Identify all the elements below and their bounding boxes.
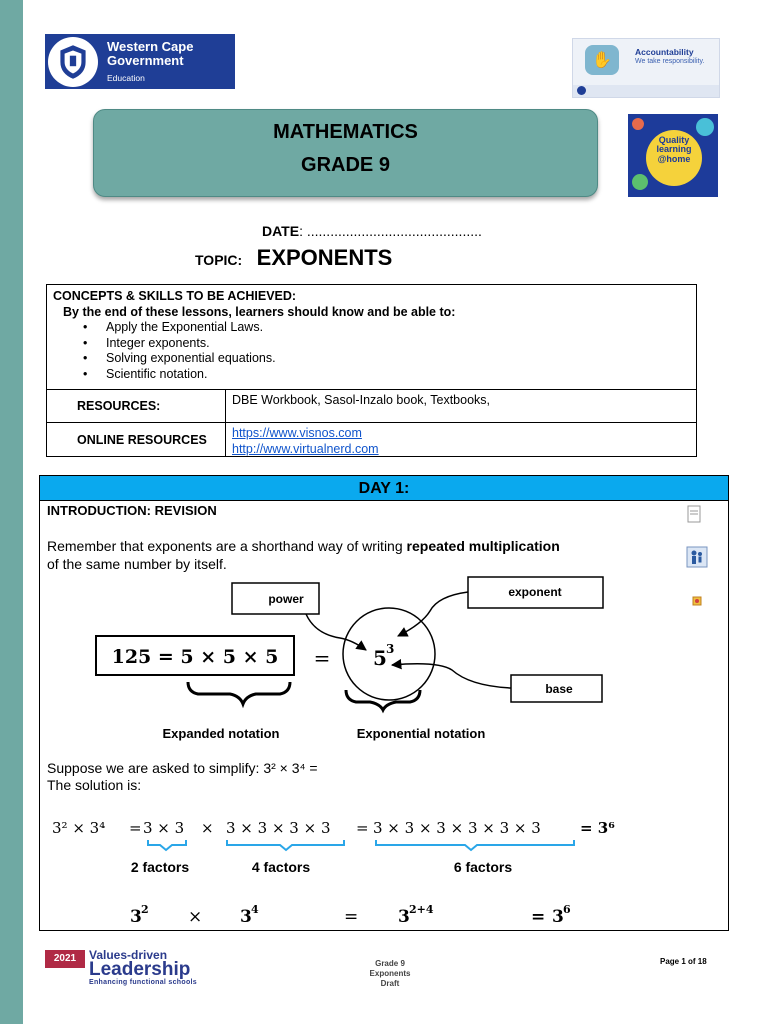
hand-icon: ✋ xyxy=(585,45,619,75)
power-arrow xyxy=(306,614,366,650)
expanded-notation-label: Expanded notation xyxy=(162,726,280,741)
repeated-multiplication-emphasis: repeated multiplication xyxy=(406,538,560,554)
year-badge: 2021 xyxy=(45,950,85,968)
concepts-list xyxy=(53,320,690,382)
summary-b-base: 3 xyxy=(240,907,252,927)
accountability-sub: We take responsibility. xyxy=(635,58,705,65)
resources-value: DBE Workbook, Sasol-Inzalo book, Textbooks, xyxy=(232,393,491,407)
date-value: : ............................................. xyxy=(299,223,482,239)
day-section xyxy=(39,475,729,931)
summary-d-base: 3 xyxy=(552,907,564,927)
factors-6-label: 6 factors xyxy=(453,859,513,875)
summary-d-prefix: = xyxy=(531,907,546,927)
grade-title: GRADE 9 xyxy=(301,154,390,176)
factor-brace-6 xyxy=(376,840,574,850)
solution-times: × xyxy=(201,819,214,837)
wcg-name-line1: Western Cape xyxy=(107,39,194,55)
concepts-cell xyxy=(47,285,696,390)
topic-label: TOPIC: xyxy=(195,252,243,268)
summary-times: × xyxy=(188,907,203,927)
day-header: DAY 1: xyxy=(40,476,728,501)
puzzle-icon[interactable] xyxy=(686,590,708,612)
solution-group-3: 3 × 3 × 3 × 3 × 3 × 3 xyxy=(373,819,541,837)
solution-group-2: 3 × 3 × 3 × 3 xyxy=(226,819,331,837)
people-icon[interactable] xyxy=(686,546,708,568)
resources-label: RESOURCES: xyxy=(47,390,226,422)
page-number: Page 1 of 18 xyxy=(660,957,707,966)
solution-eq1: = xyxy=(129,819,142,837)
online-resources-label: ONLINE RESOURCES xyxy=(47,423,226,456)
factors-4-label: 4 factors xyxy=(251,859,311,875)
concepts-table xyxy=(46,284,697,457)
exponential-notation-label: Exponential notation xyxy=(356,726,486,741)
left-accent-bar xyxy=(0,0,23,1024)
crest-icon xyxy=(48,37,98,87)
wcg-sub: Education xyxy=(107,72,145,83)
online-resources-row xyxy=(47,423,696,456)
wcg-name-line2: Government xyxy=(107,53,184,69)
quality-learning-text: Quality learning @home xyxy=(656,135,692,164)
footer-line3: Enhancing functional schools xyxy=(89,979,197,986)
summary-b-exp: 4 xyxy=(251,903,259,916)
list-item: • Scientific notation. xyxy=(83,367,690,383)
footer-topic: Exponents xyxy=(369,969,411,978)
values-driven-leadership-logo xyxy=(45,947,215,989)
intro-heading: INTRODUCTION: REVISION xyxy=(47,503,217,518)
quality-learning-logo xyxy=(628,114,718,197)
base-arrow xyxy=(392,664,511,688)
document-icon[interactable] xyxy=(683,503,705,525)
solution-result: = 3⁶ xyxy=(580,819,615,837)
expanded-brace xyxy=(188,682,290,704)
subject-title: MATHEMATICS xyxy=(273,121,418,143)
expanded-equation: 125 = 5 × 5 × 5 xyxy=(111,646,279,668)
exponent-label: exponent xyxy=(508,585,562,599)
footer-line1: Values-driven xyxy=(89,948,168,962)
solution-group-1: 3 × 3 xyxy=(143,819,185,837)
footer-center-text xyxy=(355,959,425,989)
date-line xyxy=(262,223,482,239)
factors-2-label: 2 factors xyxy=(130,859,190,875)
exponential-base: 5 xyxy=(373,646,387,670)
solution-eq2: = xyxy=(356,819,369,837)
footer-draft: Draft xyxy=(380,979,400,988)
footer-line2: Leadership xyxy=(89,959,191,980)
exponent-arrow xyxy=(398,592,468,636)
seal-icon xyxy=(577,86,586,95)
summary-d-exp: 6 xyxy=(563,903,571,916)
resources-row xyxy=(47,390,696,423)
exponent-diagram xyxy=(40,476,730,932)
link-visnos[interactable]: https://www.visnos.com xyxy=(232,426,362,440)
date-label: DATE xyxy=(262,223,300,239)
base-label: base xyxy=(545,682,573,696)
factor-brace-2 xyxy=(148,840,186,850)
concepts-intro: By the end of these lessons, learners should know and be able to: xyxy=(63,304,456,319)
title-banner xyxy=(93,109,598,197)
summary-a-base: 3 xyxy=(130,907,142,927)
equals-sign: = xyxy=(313,646,331,670)
suppose-line: Suppose we are asked to simplify: 3² × 3⁴ = xyxy=(47,760,318,776)
accountability-logo xyxy=(572,38,720,98)
list-item: • Integer exponents. xyxy=(83,336,690,352)
accountability-title: Accountability xyxy=(635,47,694,57)
list-item: • Solving exponential equations. xyxy=(83,351,690,367)
suppose-text xyxy=(47,760,318,794)
topic-value: EXPONENTS xyxy=(256,245,393,270)
summary-c-exp: 2+4 xyxy=(409,903,434,916)
solution-intro: The solution is: xyxy=(47,777,142,793)
footer-grade: Grade 9 xyxy=(375,959,405,968)
topic-line xyxy=(195,245,392,271)
link-virtualnerd[interactable]: http://www.virtualnerd.com xyxy=(232,442,379,456)
exponential-power: 3 xyxy=(386,642,395,656)
remember-paragraph: Remember that exponents are a shorthand way of writing repeated multiplication of the same number by itself. xyxy=(47,538,560,572)
summary-eq: = xyxy=(344,907,359,927)
summary-a-exp: 2 xyxy=(141,903,149,916)
factor-brace-4 xyxy=(227,840,344,850)
list-item: • Apply the Exponential Laws. xyxy=(83,320,690,336)
concepts-header: CONCEPTS & SKILLS TO BE ACHIEVED: xyxy=(53,289,297,303)
solution-lhs: 3² × 3⁴ xyxy=(52,819,106,837)
summary-c-base: 3 xyxy=(398,907,410,927)
power-label: power xyxy=(268,592,304,606)
western-cape-government-logo xyxy=(45,34,235,89)
